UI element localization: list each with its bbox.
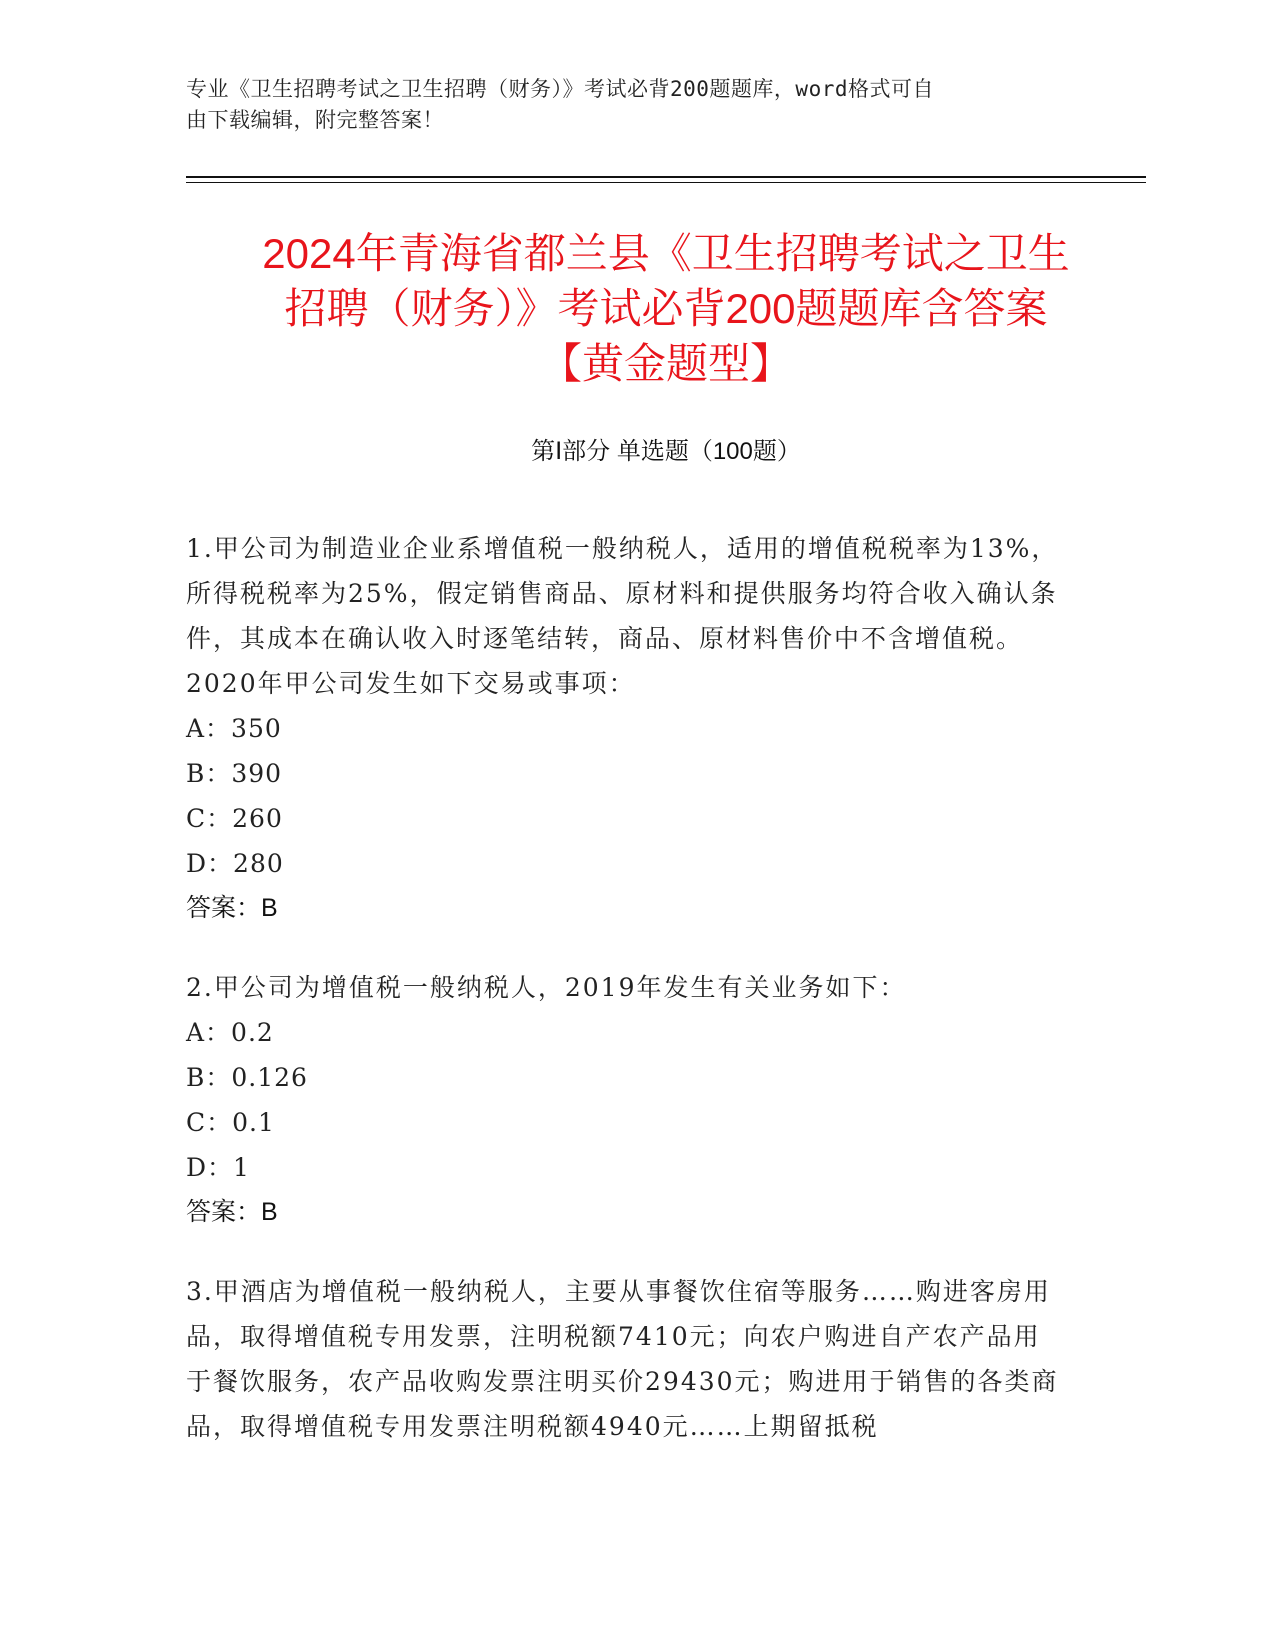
option-a: A：350 — [186, 714, 282, 743]
question-1 — [186, 526, 1066, 931]
question-stem: 2.甲公司为增值税一般纳税人，2019年发生有关业务如下： — [186, 973, 907, 1002]
document-title-line-2: 招聘（财务）》考试必背200题题库含答案 — [284, 285, 1048, 332]
question-list — [186, 526, 1066, 1483]
answer-line: 答案：B — [186, 894, 278, 922]
option-c: C：260 — [186, 804, 283, 833]
answer-line: 答案：B — [186, 1198, 278, 1226]
question-3 — [186, 1269, 1066, 1449]
option-d: D：1 — [186, 1153, 250, 1182]
question-stem: 3.甲酒店为增值税一般纳税人，主要从事餐饮住宿等服务……购进客房用品，取得增值税专用发票，注明税额7410元；向农户购进自产农产品用于餐饮服务，农产品收购发票注明买价29430元；购进用于销售的各类商品，取得增值税专用发票注明税额4940元……上期留抵税 — [186, 1277, 1059, 1441]
option-b: B：0.126 — [186, 1063, 308, 1092]
header-note — [186, 74, 1066, 136]
header-divider-thin — [186, 182, 1146, 183]
document-title-line-3: 【黄金题型】 — [539, 340, 792, 387]
section-heading: 第Ⅰ部分 单选题（100题） — [531, 438, 801, 465]
option-d: D：280 — [186, 849, 284, 878]
header-note-line-1: 专业《卫生招聘考试之卫生招聘（财务）》考试必背200题题库，word格式可自 — [186, 77, 934, 101]
option-c: C：0.1 — [186, 1108, 275, 1137]
document-title-line-1: 2024年青海省都兰县《卫生招聘考试之卫生 — [262, 230, 1070, 277]
option-a: A：0.2 — [186, 1018, 274, 1047]
question-2 — [186, 965, 1066, 1235]
document-title — [186, 226, 1146, 391]
header-note-line-2: 由下载编辑，附完整答案！ — [186, 108, 444, 132]
option-b: B：390 — [186, 759, 283, 788]
question-stem: 1.甲公司为制造业企业系增值税一般纳税人，适用的增值税税率为13%，所得税税率为25%，假定销售商品、原材料和提供服务均符合收入确认条件，其成本在确认收入时逐笔结转，商品、原材料售价中不含增值税。2020年甲公司发生如下交易或事项： — [186, 534, 1059, 698]
header-divider-thick — [186, 176, 1146, 178]
